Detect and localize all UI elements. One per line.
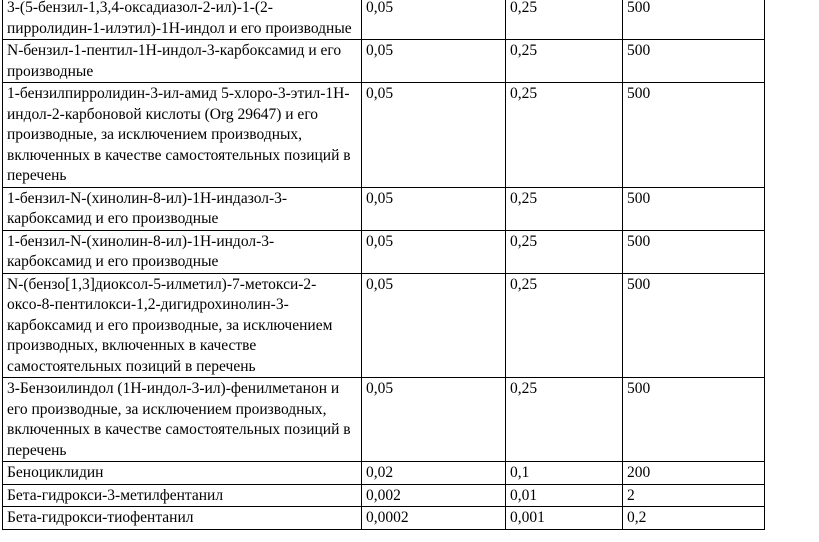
table-row [3,507,765,530]
table-row [3,273,765,378]
amount-cell: 500 [623,378,765,462]
table-row [3,187,765,230]
amount-cell: 500 [623,40,765,83]
substance-name: Бета-гидрокси-3-метилфентанил [3,484,362,507]
amount-cell: 0,05 [362,230,506,273]
amount-cell: 0,001 [506,507,623,530]
substance-name: Беноциклидин [3,462,362,485]
substance-name: 1-бензилпирролидин-3-ил-амид 5-хлоро-3-этил-1Н-индол-2-карбоновой кислоты (Org 29647) и его производные, за исключением производных, включенных в качестве самостоятельных позиций в перечень [3,83,362,188]
amount-cell: 0,2 [623,507,765,530]
amount-cell: 500 [623,230,765,273]
amount-cell: 0,05 [362,0,506,40]
amount-cell: 500 [623,83,765,188]
substance-name: 3-Бензоилиндол (1Н-индол-3-ил)-фенилметанон и его производные, за исключением производных, включенных в качестве самостоятельных позиций в перечень [3,378,362,462]
substance-name: N-(бензо[1,3]диоксол-5-илметил)-7-метокси-2-оксо-8-пентилокси-1,2-дигидрохинолин-3-карбоксамид и его производные, за исключением производных, включенных в качестве самостоятельных позиций в перечень [3,273,362,378]
amount-cell: 0,25 [506,0,623,40]
table-row [3,83,765,188]
amount-cell: 200 [623,462,765,485]
amount-cell: 0,25 [506,83,623,188]
amount-cell: 500 [623,273,765,378]
amount-cell: 0,02 [362,462,506,485]
amount-cell: 0,0002 [362,507,506,530]
substance-name: N-бензил-1-пентил-1Н-индол-3-карбоксамид и его производные [3,40,362,83]
amount-cell: 0,05 [362,273,506,378]
amount-cell: 0,25 [506,40,623,83]
amount-cell: 0,25 [506,230,623,273]
table-row [3,378,765,462]
amount-cell: 500 [623,187,765,230]
amount-cell: 500 [623,0,765,40]
amount-cell: 0,25 [506,378,623,462]
amount-cell: 0,1 [506,462,623,485]
amount-cell: 0,05 [362,187,506,230]
table-row [3,462,765,485]
substance-table [2,0,765,530]
amount-cell: 0,05 [362,83,506,188]
amount-cell: 0,002 [362,484,506,507]
amount-cell: 0,05 [362,378,506,462]
substance-name: Бета-гидрокси-тиофентанил [3,507,362,530]
table-row [3,40,765,83]
table-row [3,0,765,40]
amount-cell: 0,05 [362,40,506,83]
table-row [3,484,765,507]
substance-name: 1-бензил-N-(хинолин-8-ил)-1Н-индазол-3-карбоксамид и его производные [3,187,362,230]
amount-cell: 0,01 [506,484,623,507]
substance-name: 1-бензил-N-(хинолин-8-ил)-1Н-индол-3-карбоксамид и его производные [3,230,362,273]
substance-name: 3-(5-бензил-1,3,4-оксадиазол-2-ил)-1-(2-пирролидин-1-илэтил)-1Н-индол и его производные [3,0,362,40]
table-row [3,230,765,273]
amount-cell: 2 [623,484,765,507]
amount-cell: 0,25 [506,187,623,230]
amount-cell: 0,25 [506,273,623,378]
